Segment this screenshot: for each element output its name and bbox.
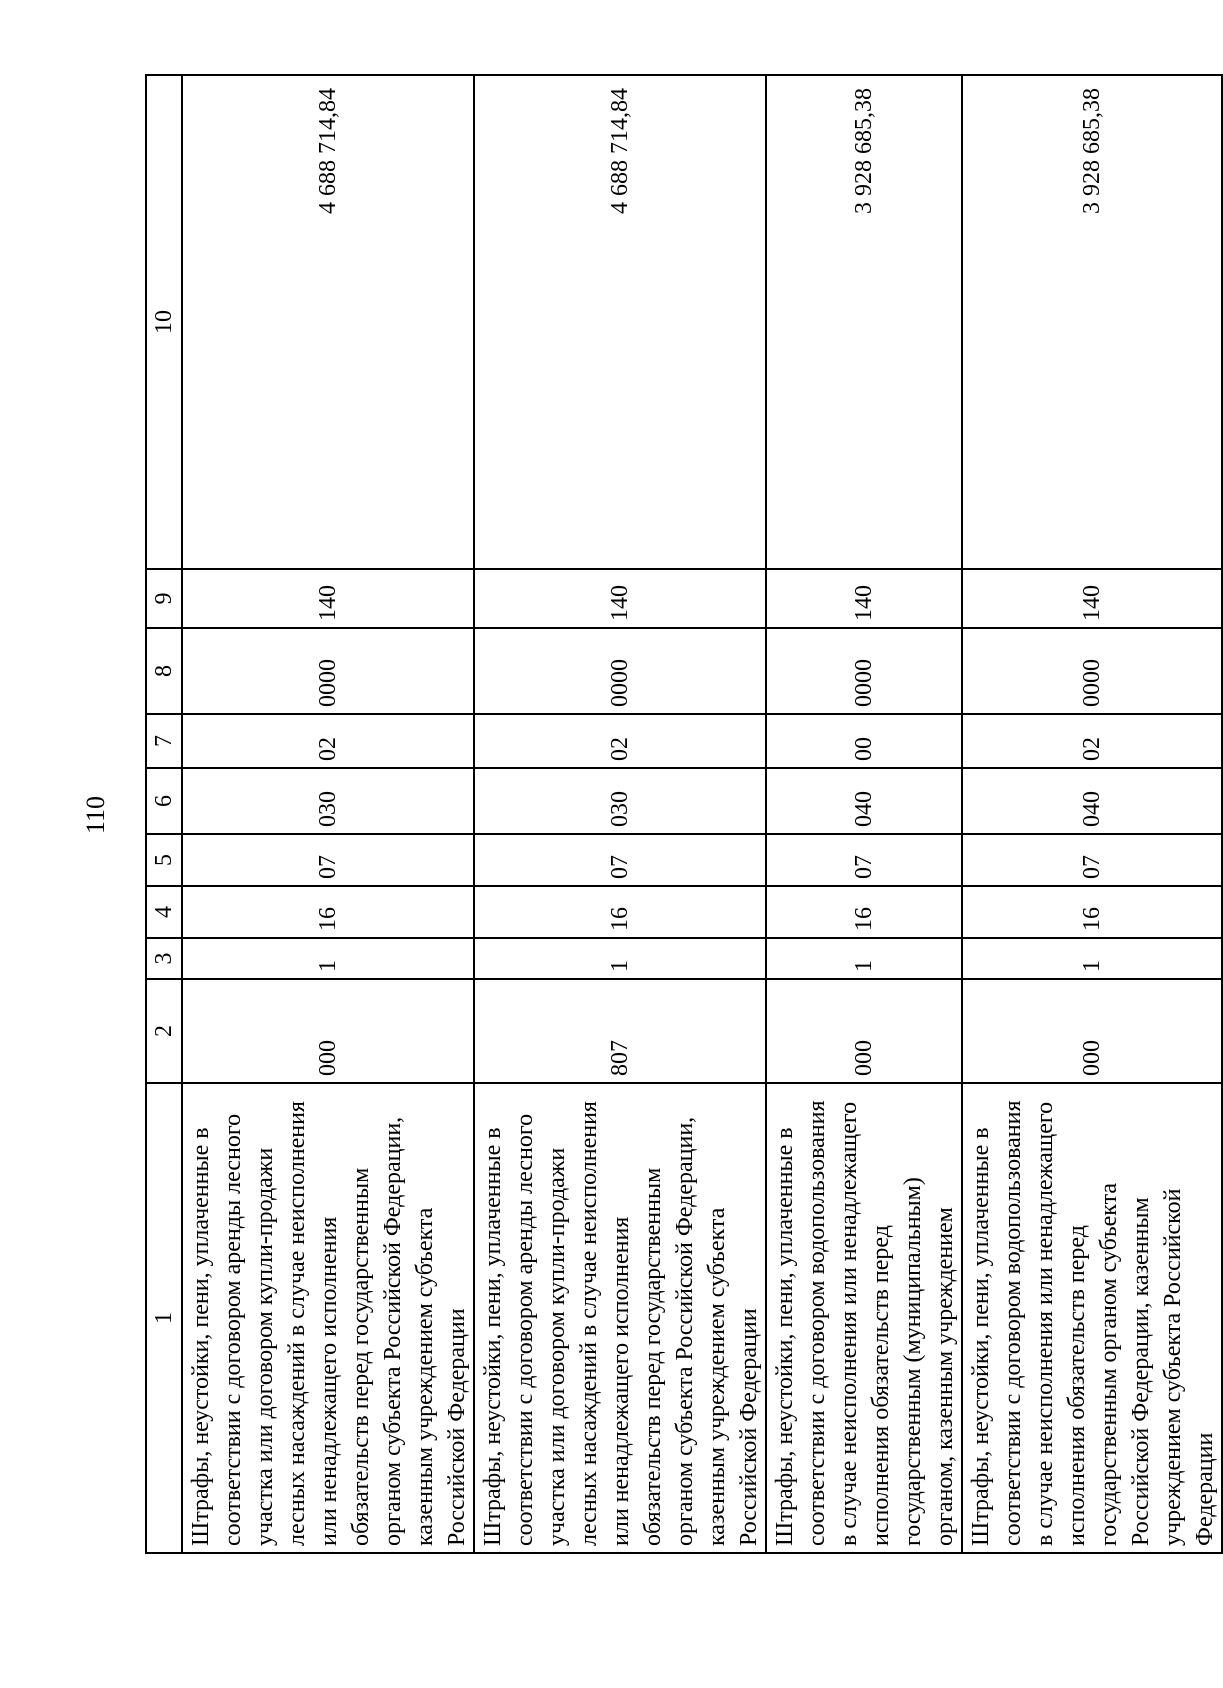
code-article: 07 [962, 834, 1222, 886]
code-element: 02 [182, 714, 474, 768]
code-group: 1 [962, 938, 1222, 979]
column-header: 1 [146, 1083, 182, 1553]
code-article: 07 [766, 834, 962, 886]
column-header: 5 [146, 834, 182, 886]
code-subarticle: 040 [962, 768, 1222, 834]
code-subgroup: 16 [962, 886, 1222, 938]
table-row [474, 75, 766, 1553]
page-number: 110 [81, 795, 110, 835]
code-element: 02 [962, 714, 1222, 768]
row-description: Штрафы, неустойки, пени, уплаченные в соответствии с договором аренды лесного участка или договором купли-продажи лесных насаждений в случае неисполнения или ненадлежащего исполнения обязательств перед государственным органом субъекта Российской Федерации, казенным учреждением субъекта Российской Федерации [474, 1083, 766, 1553]
row-description: Штрафы, неустойки, пени, уплаченные в соответствии с договором водопользования в случае неисполнения или ненадлежащего исполнения обязательств перед государственным (муниципальным) органом, казенным учреждением [766, 1083, 962, 1553]
budget-table [145, 74, 1223, 1554]
code-article: 07 [474, 834, 766, 886]
column-header: 2 [146, 979, 182, 1083]
rotated-document-page [81, 76, 1218, 1554]
code-group: 1 [182, 938, 474, 979]
code-admin: 000 [962, 979, 1222, 1083]
code-subarticle: 030 [474, 768, 766, 834]
table-row [182, 75, 474, 1553]
row-sum: 4 688 714,84 [474, 75, 766, 569]
code-group: 1 [766, 938, 962, 979]
column-header: 9 [146, 569, 182, 628]
column-header: 6 [146, 768, 182, 834]
table-header-row [146, 75, 182, 1553]
code-subarticle: 030 [182, 768, 474, 834]
code-program: 0000 [474, 628, 766, 714]
code-admin: 807 [474, 979, 766, 1083]
code-group: 1 [474, 938, 766, 979]
code-element: 02 [474, 714, 766, 768]
row-sum: 3 928 685,38 [766, 75, 962, 569]
table-row [766, 75, 962, 1553]
code-subarticle: 040 [766, 768, 962, 834]
code-subgroup: 16 [474, 886, 766, 938]
table-row [962, 75, 1222, 1553]
code-economic: 140 [182, 569, 474, 628]
column-header: 3 [146, 938, 182, 979]
code-subgroup: 16 [766, 886, 962, 938]
code-subgroup: 16 [182, 886, 474, 938]
column-header: 4 [146, 886, 182, 938]
column-header: 8 [146, 628, 182, 714]
column-header: 7 [146, 714, 182, 768]
code-admin: 000 [766, 979, 962, 1083]
row-sum: 3 928 685,38 [962, 75, 1222, 569]
column-header: 10 [146, 75, 182, 569]
row-description: Штрафы, неустойки, пени, уплаченные в соответствии с договором аренды лесного участка или договором купли-продажи лесных насаждений в случае неисполнения или ненадлежащего исполнения обязательств перед государственным органом субъекта Российской Федерации, казенным учреждением субъекта Российской Федерации [182, 1083, 474, 1553]
code-economic: 140 [962, 569, 1222, 628]
code-admin: 000 [182, 979, 474, 1083]
row-sum: 4 688 714,84 [182, 75, 474, 569]
code-economic: 140 [474, 569, 766, 628]
code-economic: 140 [766, 569, 962, 628]
code-element: 00 [766, 714, 962, 768]
code-program: 0000 [182, 628, 474, 714]
row-description: Штрафы, неустойки, пени, уплаченные в соответствии с договором водопользования в случае неисполнения или ненадлежащего исполнения обязательств перед государственным органом субъекта Российской Федерации, казенным учреждением субъекта Российской Федерации [962, 1083, 1222, 1553]
code-program: 0000 [766, 628, 962, 714]
code-program: 0000 [962, 628, 1222, 714]
code-article: 07 [182, 834, 474, 886]
